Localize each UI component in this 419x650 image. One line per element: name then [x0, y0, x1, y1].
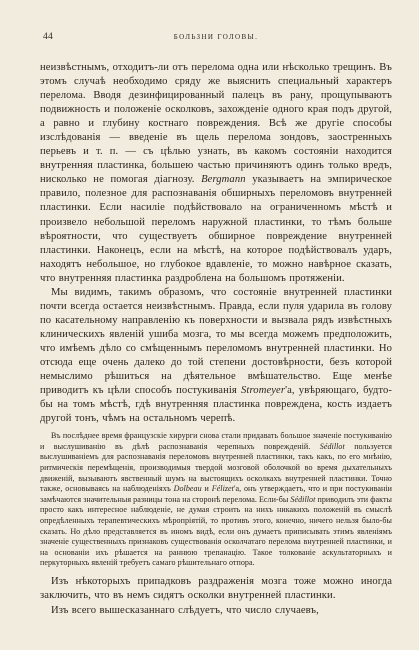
- paragraph: Изъ всего вышесказаннаго слѣдуетъ, что число случаевъ,: [51, 605, 319, 617]
- paragraph: Мы видимъ, такимъ образомъ, что состояніе внутренней пластинки почти всегда остается неизвѣстнымъ. Правда, если пуля ударила въ голову по касательному направленію къ поверхности и вызвала рядъ извѣстныхъ клиническихъ явленій ушиба мозга, то мы всегда можемъ предположить, что имѣемъ дѣло со смѣщеннымъ переломомъ внутренней пластинки. Но отсюда еще очень далеко до той степени достовѣрности, безъ которой немыслимо рѣшиться на дѣятельное вмѣшательство. Еще менѣе приводитъ къ цѣли способъ постукиванія Stromeyer'a, увѣряющаго, будто-бы на томъ мѣстѣ, гдѣ внутренняя пластинка повреждена, кость издаетъ другой тонъ, чѣмъ на остальномъ черепѣ.: [40, 286, 392, 425]
- author-name: Sédillot: [319, 441, 345, 451]
- page-number: 44: [43, 32, 54, 42]
- author-name: Félizet: [211, 484, 234, 494]
- author-name: Bergmann: [201, 174, 246, 186]
- closing-text: [40, 575, 392, 618]
- page-header: [40, 32, 392, 44]
- running-title: БОЛЬЗНИ ГОЛОВЫ.: [173, 33, 259, 41]
- footnote-paragraph: Въ послѣднее время французскіе хирурги снова стали придавать большое значеніе постукиванію и выслушиванію въ дѣлѣ распознаванія черепныхъ поврежденій. Sédillot пользуется выслушиваніемъ для распознаванія переломовъ внутренней пластинки, такъ какъ, по его мнѣнію, ритмическія перемѣщенія, производимыя твердой мозговой оболочкой во время дыхательныхъ движеній, вызываютъ явственный шумъ на выстоящихъ осколкахъ внутренней пластинки. Точно также, основываясь на наблюденіяхъ Dolbeau и Félizet'а, онъ утверждаетъ, что и при постукиваніи замѣчаются значительныя разницы тона на сторонѣ перелома. Если-бы Sédillot приводилъ эти факты просто какъ интересное наблюденіе, не думая строить на нихъ никакихъ положеній въ смыслѣ опредѣленныхъ терапевтическихъ мѣропріятій, то противъ этого, конечно, ничего нельзя было-бы сказать. Но дѣло представляется въ иномъ видѣ, если онъ думаетъ приписывать этимъ явленіямъ значеніе существенныхъ признаковъ существованія осколчатаго перелома внутренней пластинки, и на основаніи ихъ рѣшается на раннюю трепанацію. Такое толкованіе аскультаторныхъ и перкуторныхъ явленій требуетъ самаго рѣшительнаго отпора.: [40, 431, 393, 568]
- paragraph: Изъ нѣкоторыхъ припадковъ раздраженія мозга тоже можно иногда заключить, что въ немъ сидятъ осколки внутренней пластинки.: [40, 575, 392, 601]
- author-name: Stromeyer: [241, 385, 286, 397]
- paragraph-continued: неизвѣстнымъ, отходитъ-ли отъ перелома одна или нѣсколько трещинъ. Въ этомъ случаѣ необходимо сряду же выяснить специальный характеръ перелома. Вводя дезинфицированный палецъ въ рану, прощупываютъ подвижность и положеніе осколковъ, захожденіе одного края подъ другой, а равно и глубину костнаго повреждения. Всѣ же другіе способы изслѣдованія — введеніе въ щель перелома зондовъ, заостренныхъ перьевъ и т. п. — съ цѣлью узнать, въ какомъ состояніи находится внутренняя пластинка, большею частью причиняютъ одинъ только вредъ, нисколько не помогая діагнозу. Bergmann указываетъ на эмпирическое правило, полезное для распознаванія обширныхъ переломовъ внутренней пластинки. Если насиліе подѣйствовало на ограниченномъ мѣстѣ и произвело небольшой переломъ наружной пластинки, то тѣмъ больше вѣроятности, что существуетъ обширное повреждение внутренней пластинки. Наконецъ, если на мѣстѣ, на которое подѣйствовалъ ударъ, находятъ небольшое, но глубокое вдавленіе, то можно навѣрное сказать, что внутренняя пластинка раздроблена на большомъ протяженіи.: [40, 62, 392, 284]
- author-name: Sédillot: [290, 494, 316, 504]
- main-text: [40, 61, 392, 426]
- author-name: Dolbeau: [173, 484, 202, 494]
